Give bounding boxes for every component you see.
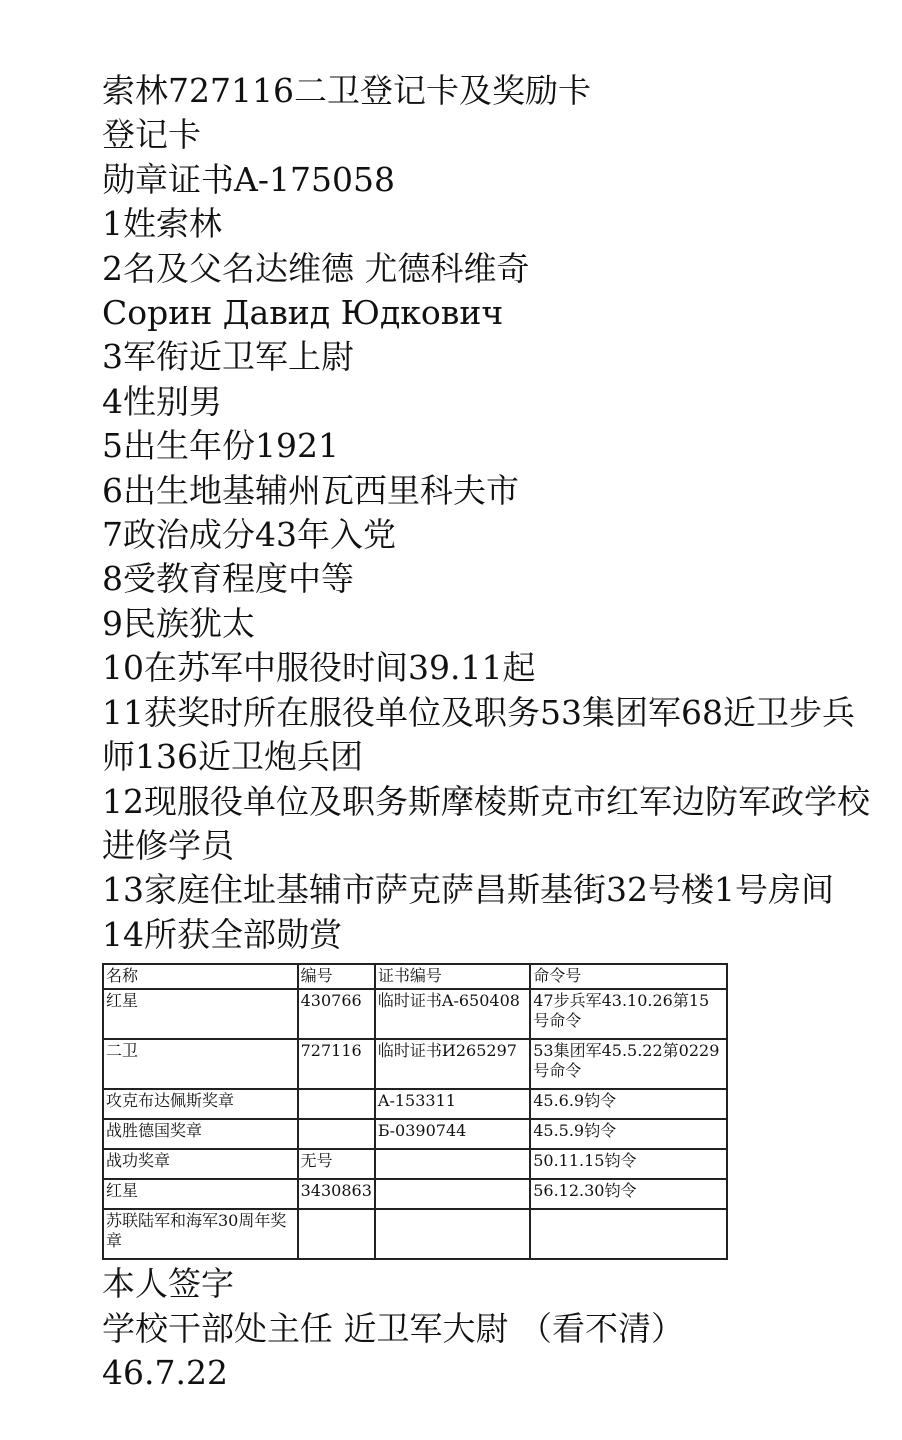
- field-line: 2名及父名达维德 尤德科维奇: [102, 248, 530, 288]
- table-cell: [298, 1209, 375, 1259]
- signature-line: 本人签字: [102, 1264, 234, 1304]
- signature-line: 46.7.22: [102, 1352, 228, 1392]
- table-cell: [298, 1089, 375, 1119]
- table-cell: 3430863: [298, 1179, 375, 1209]
- table-cell: [375, 1209, 530, 1259]
- field-line: 10在苏军中服役时间39.11起: [102, 648, 536, 688]
- document: [102, 69, 882, 1395]
- field-line: 6出生地基辅州瓦西里科夫市: [102, 470, 519, 510]
- table-row: [103, 1179, 727, 1209]
- table-row: [103, 1119, 727, 1149]
- table-row: [103, 1089, 727, 1119]
- table-cell: [375, 1179, 530, 1209]
- table-cell: Б-0390744: [375, 1119, 530, 1149]
- table-row: [103, 1209, 727, 1259]
- field-line: 13家庭住址基辅市萨克萨昌斯基街32号楼1号房间: [102, 870, 834, 910]
- table-cell: 苏联陆军和海军30周年奖章: [103, 1209, 298, 1259]
- table-cell: [298, 1119, 375, 1149]
- table-cell: 战功奖章: [103, 1149, 298, 1179]
- field-line: 14所获全部勋赏: [102, 914, 342, 954]
- table-cell: 临时证书И265297: [375, 1039, 530, 1089]
- table-cell: [530, 1209, 727, 1259]
- table-row: [103, 989, 727, 1039]
- table-row: [103, 1039, 727, 1089]
- column-header: 命令号: [530, 964, 727, 989]
- table-header-row: [103, 964, 727, 989]
- table-cell: 430766: [298, 989, 375, 1039]
- signature-section: [102, 1262, 882, 1395]
- table-cell: 45.6.9钧令: [530, 1089, 727, 1119]
- table-cell: 红星: [103, 989, 298, 1039]
- table-cell: [375, 1149, 530, 1179]
- awards-table: [102, 963, 728, 1260]
- table-cell: 56.12.30钧令: [530, 1179, 727, 1209]
- field-line: 12现服役单位及职务斯摩棱斯克市红军边防军政学校进修学员: [102, 781, 870, 865]
- field-line: 3军衔近卫军上尉: [102, 337, 354, 377]
- table-cell: A-153311: [375, 1089, 530, 1119]
- table-cell: 50.11.15钧令: [530, 1149, 727, 1179]
- field-line: 9民族犹太: [102, 603, 255, 643]
- table-cell: 47步兵军43.10.26第15号命令: [530, 989, 727, 1039]
- table-cell: 红星: [103, 1179, 298, 1209]
- table-cell: 45.5.9钧令: [530, 1119, 727, 1149]
- table-cell: 临时证书A-650408: [375, 989, 530, 1039]
- table-cell: 战胜德国奖章: [103, 1119, 298, 1149]
- field-line: 5出生年份1921: [102, 426, 339, 466]
- table-cell: 无号: [298, 1149, 375, 1179]
- column-header: 名称: [103, 964, 298, 989]
- column-header: 编号: [298, 964, 375, 989]
- document-title: 索林727116二卫登记卡及奖励卡: [102, 71, 591, 110]
- table-row: [103, 1149, 727, 1179]
- field-line: 7政治成分43年入党: [102, 515, 396, 555]
- field-line: 8受教育程度中等: [102, 559, 354, 599]
- field-line: 11获奖时所在服役单位及职务53集团军68近卫步兵师136近卫炮兵团: [102, 692, 855, 777]
- field-line: 1姓索林: [102, 204, 222, 244]
- table-cell: 727116: [298, 1039, 375, 1089]
- field-line: 勋章证书A-175058: [102, 159, 395, 199]
- card-fields: [102, 113, 882, 957]
- table-cell: 53集团军45.5.22第0229号命令: [530, 1039, 727, 1089]
- signature-line: 学校干部处主任 近卫军大尉 （看不清）: [102, 1308, 684, 1348]
- field-line: Сорин Давид Юдкович: [102, 293, 504, 333]
- column-header: 证书编号: [375, 964, 530, 989]
- table-cell: 二卫: [103, 1039, 298, 1089]
- field-line: 4性别男: [102, 381, 222, 421]
- table-cell: 攻克布达佩斯奖章: [103, 1089, 298, 1119]
- field-line: 登记卡: [102, 115, 201, 155]
